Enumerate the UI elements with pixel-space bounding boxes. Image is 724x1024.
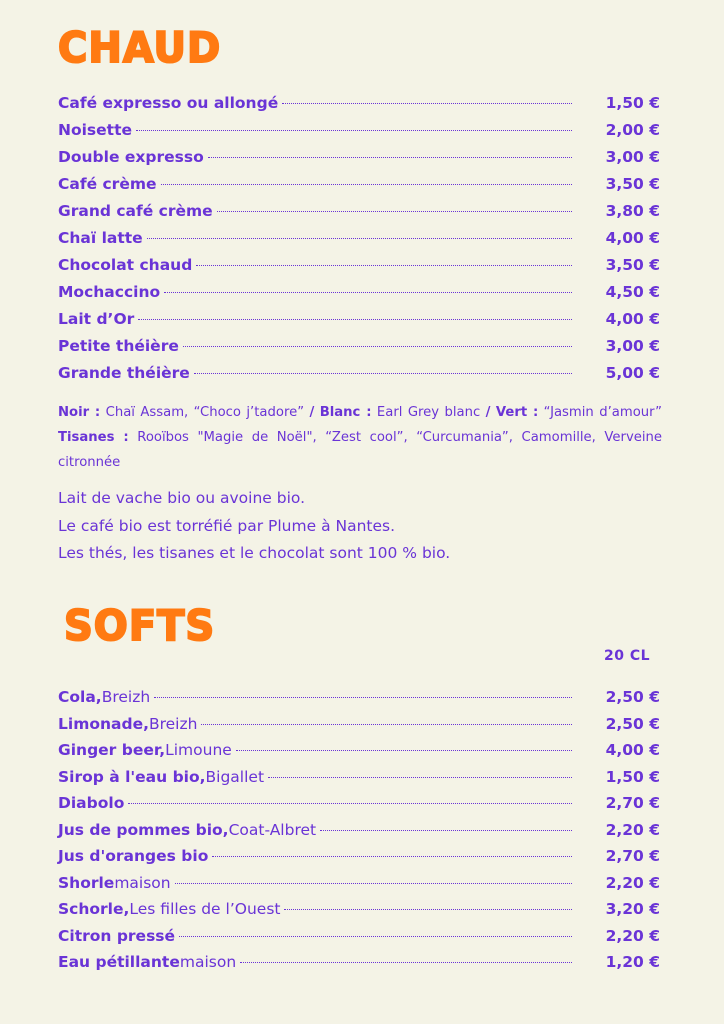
dot-leader <box>136 130 572 131</box>
item-price: 2,50 € <box>605 714 660 733</box>
item-price: 2,70 € <box>605 847 660 865</box>
dot-leader <box>208 157 572 158</box>
section-title-softs: SOFTS <box>64 602 216 651</box>
item-name: Mochaccino <box>58 283 161 301</box>
item-detail: Breizh <box>148 714 198 733</box>
menu-item <box>58 870 660 897</box>
item-price: 3,00 € <box>605 148 660 166</box>
item-name: Ginger beer, <box>58 741 166 759</box>
item-detail: Limoune <box>165 741 232 759</box>
item-price: 4,00 € <box>605 229 660 247</box>
menu-item <box>58 279 660 306</box>
dot-leader <box>164 292 572 293</box>
menu-item <box>58 764 660 791</box>
item-name: Citron pressé <box>58 926 176 945</box>
dot-leader <box>217 211 572 212</box>
dot-leader <box>201 724 572 725</box>
item-name: Eau pétillante <box>58 953 180 971</box>
item-price: 3,80 € <box>605 202 660 220</box>
item-detail: Les filles de l’Ouest <box>129 900 281 918</box>
tea-vert-label: Vert : <box>495 405 539 420</box>
item-name: Schorle, <box>58 900 130 918</box>
item-price: 2,70 € <box>605 794 660 812</box>
item-price: 2,50 € <box>605 688 660 706</box>
dot-leader <box>284 909 572 910</box>
info-notes <box>58 485 658 568</box>
dot-leader <box>154 697 572 698</box>
item-detail: Breizh <box>101 688 151 706</box>
menu-item <box>58 896 660 923</box>
item-detail: Coat-Albret <box>228 820 317 839</box>
menu-item <box>58 684 660 711</box>
size-label: 20 CL <box>604 648 651 664</box>
tea-blanc-label: Blanc : <box>319 405 372 420</box>
menu-item <box>58 306 660 333</box>
menu-item <box>58 171 660 198</box>
item-name: Shorle <box>58 873 115 892</box>
item-name: Chocolat chaud <box>58 256 193 274</box>
item-name: Grand café crème <box>58 202 213 220</box>
dot-leader <box>175 883 572 884</box>
menu-item <box>58 333 660 360</box>
item-price: 3,50 € <box>605 256 660 274</box>
note-line: Le café bio est torréfié par Plume à Nantes. <box>58 516 396 535</box>
item-name: Jus de pommes bio, <box>58 820 229 839</box>
item-name: Petite théière <box>58 337 179 355</box>
item-price: 2,20 € <box>605 926 660 945</box>
dot-leader <box>320 830 572 831</box>
menu-item <box>58 790 660 817</box>
menu-item <box>58 949 660 976</box>
item-detail: maison <box>179 953 237 971</box>
item-price: 5,00 € <box>605 364 660 382</box>
menu-item <box>58 117 660 144</box>
note-line: Les thés, les tisanes et le chocolat sont 100 % bio. <box>58 544 451 562</box>
item-price: 2,20 € <box>605 820 660 839</box>
item-name: Double expresso <box>58 148 204 166</box>
dot-leader <box>240 962 572 963</box>
item-price: 1,50 € <box>605 94 660 112</box>
item-name: Chaï latte <box>58 229 143 247</box>
item-price: 4,00 € <box>605 310 660 328</box>
item-name: Café crème <box>58 175 157 193</box>
dot-leader <box>147 238 572 239</box>
tea-vert-text: “Jasmin d’amour” <box>543 405 662 420</box>
menu-list-chaud <box>58 90 660 387</box>
dot-leader <box>282 103 572 104</box>
menu-item <box>58 198 660 225</box>
item-name: Café expresso ou allongé <box>58 94 279 112</box>
item-name: Diabolo <box>58 794 125 812</box>
tea-blanc-text: Earl Grey blanc <box>376 405 481 420</box>
menu-item <box>58 817 660 844</box>
menu-item <box>58 252 660 279</box>
menu-item <box>58 144 660 171</box>
dot-leader <box>179 936 572 937</box>
item-name: Cola, <box>58 688 102 706</box>
item-detail: maison <box>114 873 171 892</box>
dot-leader <box>212 856 572 857</box>
dot-leader <box>194 373 572 374</box>
item-name: Limonade, <box>58 714 149 733</box>
tisanes-text: Rooïbos "Magie de Noël", “Zest cool”, “Curcumania”, Camomille, Verveine citronnée <box>58 430 662 470</box>
menu-item <box>58 225 660 252</box>
item-price: 2,00 € <box>605 121 660 139</box>
dot-leader <box>138 319 572 320</box>
item-name: Lait d’Or <box>58 310 135 328</box>
item-detail: Bigallet <box>205 767 265 786</box>
tea-separator: / <box>485 405 491 420</box>
item-price: 4,50 € <box>605 283 660 301</box>
item-name: Jus d'oranges bio <box>58 847 209 865</box>
item-price: 4,00 € <box>605 741 660 759</box>
item-name: Grande théière <box>58 364 190 382</box>
menu-item <box>58 360 660 387</box>
dot-leader <box>128 803 572 804</box>
menu-item <box>58 923 660 950</box>
item-price: 1,50 € <box>605 767 660 786</box>
item-name: Noisette <box>58 121 133 139</box>
item-price: 1,20 € <box>605 953 660 971</box>
menu-list-softs <box>58 684 660 976</box>
dot-leader <box>161 184 573 185</box>
dot-leader <box>268 777 572 778</box>
tea-selection-note <box>58 400 662 475</box>
menu-item <box>58 90 660 117</box>
menu-item <box>58 737 660 764</box>
section-title-chaud: CHAUD <box>58 24 222 73</box>
tea-noir-label: Noir : <box>58 405 101 420</box>
dot-leader <box>183 346 572 347</box>
dot-leader <box>236 750 572 751</box>
note-line: Lait de vache bio ou avoine bio. <box>58 489 306 507</box>
menu-item <box>58 711 660 738</box>
item-price: 2,20 € <box>605 873 660 892</box>
dot-leader <box>196 265 572 266</box>
item-price: 3,00 € <box>605 337 660 355</box>
item-name: Sirop à l'eau bio, <box>58 767 206 786</box>
menu-item <box>58 843 660 870</box>
tea-separator: / <box>309 405 315 420</box>
tea-noir-text: Chaï Assam, “Choco j’tadore” <box>105 405 305 420</box>
tisanes-label: Tisanes : <box>58 430 129 445</box>
item-price: 3,50 € <box>605 175 660 193</box>
item-price: 3,20 € <box>605 900 660 918</box>
